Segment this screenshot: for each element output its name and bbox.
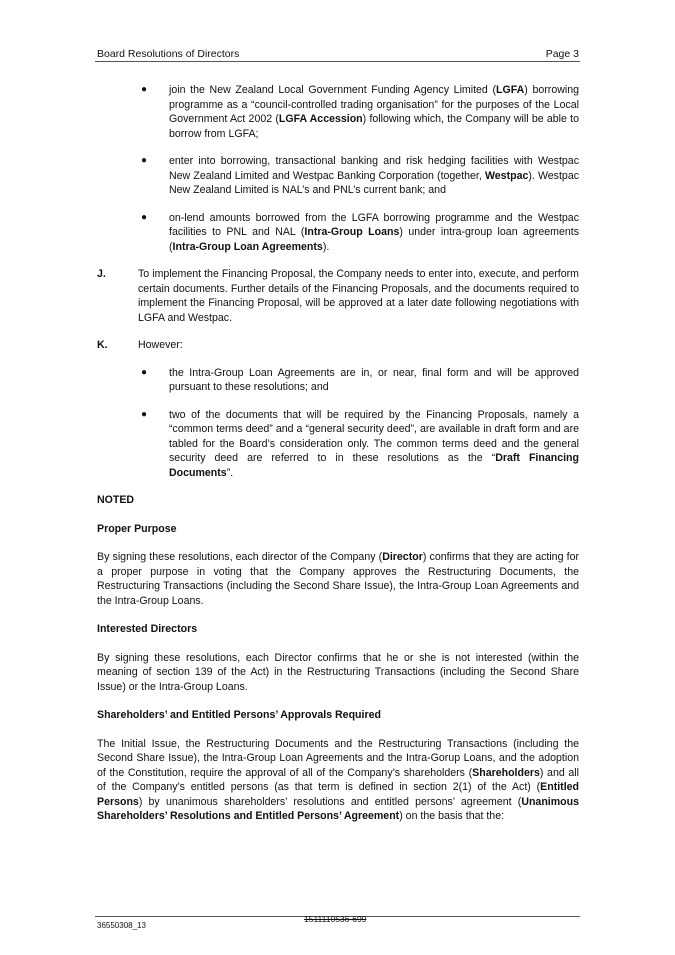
defined-term: Entitled Persons [97,781,579,808]
defined-term: Shareholders [472,766,540,779]
bullet-item [141,211,579,255]
section-heading-interested-directors: Interested Directors [97,623,198,635]
bullet-item [141,366,579,395]
defined-term: Unanimous Shareholders’ Resolutions and Entitled Persons’ Agreement [97,795,579,822]
recital-j [97,267,579,325]
bullet-text: two of the documents that will be required by the Financing Proposals, namely a “common terms deed” and a “general security deed”, are available in draft form and are tabled for the Board’s consideration only. The common terms deed and the general security deed are referred to in these resolutions as the “Draft Financing Documents”. [169,408,579,479]
bullet-text: join the New Zealand Local Government Funding Agency Limited (LGFA) borrowing programme as a “council-controlled trading organisation” for the purposes of the Local Government Act 2002 (LGFA Accession) following which, the Company will be able to borrow from LGFA; [169,84,580,140]
defined-term: Intra-Group Loans [304,226,400,238]
bullet-icon: ● [141,366,148,378]
bullet-icon: ● [141,211,148,223]
defined-term: Westpac [484,169,529,182]
bullet-icon: ● [141,84,148,95]
header-divider [95,61,580,62]
document-body [97,83,579,838]
recital-k-bullet-list [97,366,579,481]
paragraph-approvals: The Initial Issue, the Restructuring Documents and the Restructuring Transactions (including the Second Share Issue), the Intra-Group Loan Agreements and the Intra-Gorup Loans, and the adoption of the Constitution, require the approval of all of the Company’s shareholders (Shareholders) and all of the Company’s entitled persons (as that term is defined in section 2(1) of the Act) (Entitled Persons) by unanimous shareholders’ resolutions and entitled persons’ agreement (Unanimous Shareholders’ Resolutions and Entitled Persons’ Agreement) on the basis that the: [97,737,579,822]
recital-text: To implement the Financing Proposal, the Company needs to enter into, execute, and perform certain documents. Further details of the Financing Proposals, and the documents required to implement the Financing Proposal, will be approved at a later date following negotiations with LGFA and Westpac. [138,268,579,324]
footer-doc-id: 36550308_13 [97,921,146,930]
bullet-item [141,83,579,141]
bullet-item [141,154,579,198]
defined-term: Director [382,551,423,563]
recital-k [97,338,579,353]
recital-text: However: [138,339,183,351]
section-heading-approvals: Shareholders’ and Entitled Persons’ Approvals Required [97,709,381,721]
defined-term: LGFA [496,84,525,96]
recital-letter: J. [97,268,106,280]
top-bullet-list [97,83,579,254]
page-header [97,42,579,60]
defined-term: LGFA Accession [278,113,363,125]
defined-term: Intra-Group Loan Agreements [172,240,323,253]
bullet-icon: ● [141,408,148,420]
section-heading-proper-purpose: Proper Purpose [97,522,177,535]
bullet-text: on-lend amounts borrowed from the LGFA borrowing programme and the Westpac facilities to PNL and NAL (Intra-Group Loans) under intra-group loan agreements (Intra-Group Loan Agreements). [169,211,579,253]
bullet-item [141,408,579,481]
footer-reference: 1511110536-699 [304,914,367,924]
bullet-icon: ● [141,155,148,166]
page-number: Page 3 [545,48,579,60]
bullet-text: the Intra-Group Loan Agreements are in, or near, final form and will be approved pursuant to these resolutions; and [169,366,579,393]
paragraph-proper-purpose: By signing these resolutions, each director of the Company (Director) confirms that they are acting for a proper purpose in voting that the Company approves the Restructuring Documents, the Restructuring Transactions (including the Second Share Issue), the Intra-Group Loan Agreements and the Intra-Group Loans. [97,551,579,607]
header-title: Board Resolutions of Directors [97,48,240,60]
bullet-text: enter into borrowing, transactional banking and risk hedging facilities with Westpac New Zealand Limited and Westpac Banking Corporation (together, Westpac). Westpac New Zealand Limited is NAL’s and PNL’s current bank; and [169,155,580,196]
defined-term: Draft Financing Documents [169,452,579,479]
noted-heading: NOTED [97,494,135,506]
paragraph-interested-directors: By signing these resolutions, each Director confirms that he or she is not interested (within the meaning of section 139 of the Act) in the Restructuring Transactions (including the Second Share Issue) or the Intra-Group Loans. [97,651,579,693]
recital-letter: K. [97,339,108,351]
